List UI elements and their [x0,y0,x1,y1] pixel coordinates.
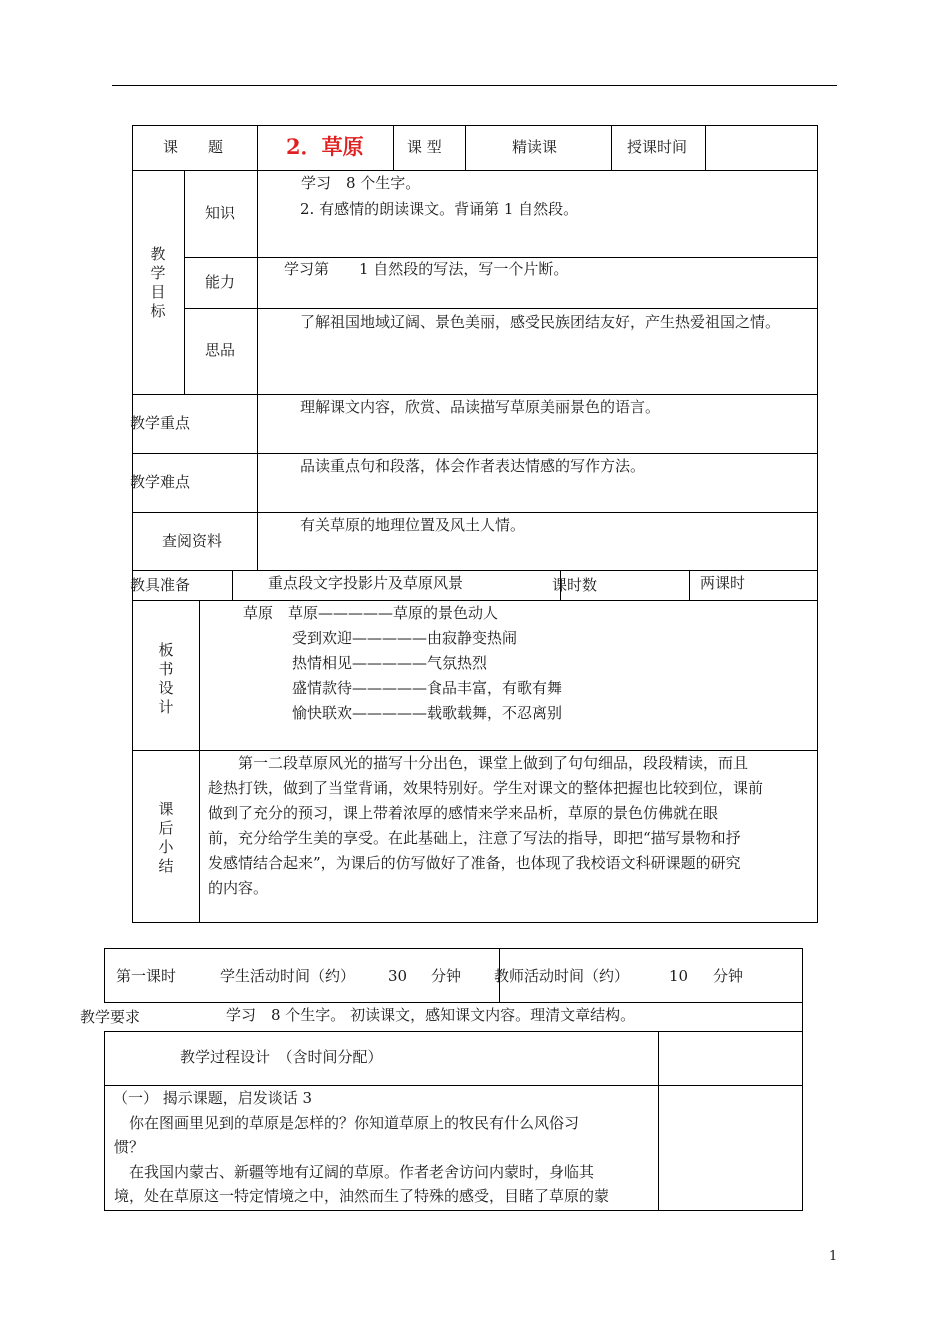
blackboard-line-2: 受到欢迎—————由寂静变热闹 [292,629,518,647]
header-rule [112,85,837,86]
teacher-activity-value: 10 [669,967,689,985]
blackboard-design-label: 板书设计 [158,641,174,716]
lesson-type-value: 精读课 [512,138,558,156]
blackboard-line-5: 愉快联欢—————载歌载舞，不忍离别 [292,704,563,722]
ability-item: 学习第 1 自然段的写法，写一个片断。 [284,260,569,278]
morality-item: 了解祖国地域辽阔、景色美丽，感受民族团结友好，产生热爱祖国之情。 [300,313,781,331]
requirements-label: 教学要求 [80,1008,141,1026]
difficulty-value: 品读重点句和段落，体会作者表达情感的写作方法。 [300,457,646,475]
teaching-aids-label: 教具准备 [130,576,191,594]
summary-label: 课后小结 [158,800,174,875]
process-para-line-3: 在我国内蒙古、新疆等地有辽阔的草原。作者老舍访问内蒙时，身临其 [114,1163,595,1181]
blackboard-line-1: 草原 草原—————草原的景色动人 [243,604,499,622]
reference-value: 有关草原的地理位置及风土人情。 [300,516,526,534]
student-activity-label: 学生活动时间（约） [220,967,356,985]
blackboard-line-3: 热情相见—————气氛热烈 [292,654,488,672]
student-activity-value: 30 [388,967,408,985]
summary-line-2: 趁热打铁，做到了当堂背诵，效果特别好。学生对课文的整体把握也比较到位，课前 [208,779,764,797]
lesson-title: 2．草原 [286,134,364,159]
summary-line-3: 做到了充分的预习，课上带着浓厚的感情来学来品析，草原的景色仿佛就在眼 [208,804,719,822]
summary-line-4: 前，充分给学生美的享受。在此基础上，注意了写法的指导，即把“描写景物和抒 [208,829,741,847]
class-hours-label: 课时数 [552,576,598,594]
process-para-line-4: 境，处在草原这一特定情境之中，油然而生了特殊的感受，目睹了草原的蒙 [114,1187,610,1205]
lesson-type-label: 课 型 [407,138,442,156]
knowledge-item-1: 学习 8 个生字。 [301,174,421,192]
blackboard-line-4: 盛情款待—————食品丰富，有歌有舞 [292,679,563,697]
teaching-time-label: 授课时间 [627,138,688,156]
teaching-aids-value: 重点段文字投影片及草原风景 [268,574,464,592]
difficulty-label: 教学难点 [130,473,191,491]
key-point-value: 理解课文内容，欣赏、品读描写草原美丽景色的语言。 [300,398,661,416]
topic-label: 课 题 [163,138,224,156]
ability-label: 能力 [205,273,236,291]
requirements-value: 学习 8 个生字。 初读课文，感知课文内容。理清文章结构。 [226,1006,636,1024]
reference-label: 查阅资料 [162,532,223,550]
summary-line-5: 发感情结合起来”，为课后的仿写做好了准备，也体现了我校语文科研课题的研究 [208,854,741,872]
page-number: 1 [829,1249,838,1264]
teaching-objectives-label: 教学目标 [150,245,166,320]
teacher-minutes-unit: 分钟 [713,967,744,985]
key-point-label: 教学重点 [130,414,191,432]
process-para-line-2: 惯？ [114,1138,145,1156]
student-minutes-unit: 分钟 [431,967,462,985]
process-step-1: （一） 揭示课题，启发谈话 3 [113,1089,313,1107]
first-lesson-label: 第一课时 [116,967,177,985]
process-para-line-1: 你在图画里见到的草原是怎样的？你知道草原上的牧民有什么风俗习 [114,1114,580,1132]
knowledge-label: 知识 [205,204,236,222]
teacher-activity-label: 教师活动时间（约） [494,967,630,985]
class-hours-value: 两课时 [700,574,746,592]
process-design-label: 教学过程设计 （含时间分配） [180,1048,383,1066]
summary-line-6: 的内容。 [208,879,269,897]
knowledge-item-2: 2. 有感情的朗读课文。背诵第 1 自然段。 [300,200,579,218]
morality-label: 思品 [205,341,236,359]
summary-line-1: 第一二段草原风光的描写十分出色，课堂上做到了句句细品，段段精读，而且 [208,754,749,772]
